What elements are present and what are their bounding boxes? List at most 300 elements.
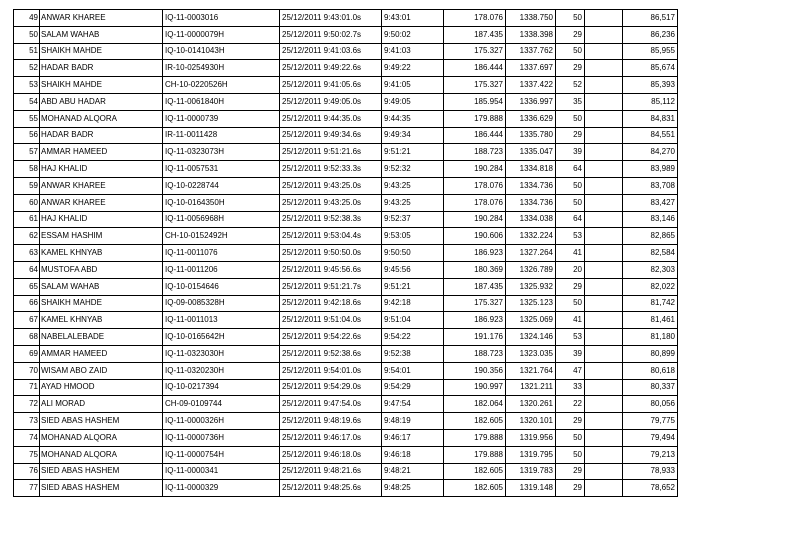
code-cell: IQ-11-0323073H [163,144,280,161]
value-a-cell: 178.076 [444,10,506,27]
blank-cell [585,345,623,362]
code-cell: CH-10-0220526H [163,77,280,94]
count-cell: 29 [556,127,585,144]
table-row [14,43,678,60]
blank-cell [585,312,623,329]
total-cell: 82,584 [623,245,678,262]
name-cell: KAMEL KHNYAB [40,245,163,262]
datetime-cell: 25/12/2011 9:41:03.6s [280,43,382,60]
blank-cell [585,228,623,245]
value-b-cell: 1334.818 [506,161,556,178]
blank-cell [585,177,623,194]
code-cell: IQ-11-0000079H [163,26,280,43]
value-a-cell: 180.369 [444,261,506,278]
blank-cell [585,127,623,144]
blank-cell [585,10,623,27]
datetime-cell: 25/12/2011 9:50:02.7s [280,26,382,43]
datetime-cell: 25/12/2011 9:46:18.0s [280,446,382,463]
datetime-cell: 25/12/2011 9:52:38.3s [280,211,382,228]
count-cell: 29 [556,60,585,77]
value-b-cell: 1321.764 [506,362,556,379]
count-cell: 29 [556,480,585,497]
table-row [14,396,678,413]
total-cell: 84,270 [623,144,678,161]
count-cell: 29 [556,463,585,480]
value-a-cell: 178.076 [444,194,506,211]
value-b-cell: 1338.398 [506,26,556,43]
count-cell: 41 [556,245,585,262]
time-cell: 9:52:32 [382,161,444,178]
datetime-cell: 25/12/2011 9:49:05.0s [280,93,382,110]
count-cell: 53 [556,329,585,346]
count-cell: 33 [556,379,585,396]
name-cell: MOHANAD ALQORA [40,429,163,446]
datetime-cell: 25/12/2011 9:41:05.6s [280,77,382,94]
datetime-cell: 25/12/2011 9:42:18.6s [280,295,382,312]
value-b-cell: 1334.038 [506,211,556,228]
value-b-cell: 1324.146 [506,329,556,346]
table-row [14,60,678,77]
value-b-cell: 1323.035 [506,345,556,362]
table-row [14,463,678,480]
row-number-cell: 50 [14,26,40,43]
value-a-cell: 190.997 [444,379,506,396]
value-b-cell: 1319.148 [506,480,556,497]
value-a-cell: 191.176 [444,329,506,346]
value-a-cell: 186.923 [444,245,506,262]
value-a-cell: 188.723 [444,144,506,161]
code-cell: IQ-11-0000326H [163,413,280,430]
count-cell: 50 [556,446,585,463]
row-number-cell: 75 [14,446,40,463]
total-cell: 83,427 [623,194,678,211]
count-cell: 29 [556,278,585,295]
count-cell: 29 [556,413,585,430]
table-row [14,362,678,379]
count-cell: 50 [556,177,585,194]
total-cell: 85,112 [623,93,678,110]
code-cell: IQ-10-0217394 [163,379,280,396]
blank-cell [585,446,623,463]
code-cell: CH-09-0109744 [163,396,280,413]
total-cell: 81,180 [623,329,678,346]
row-number-cell: 57 [14,144,40,161]
time-cell: 9:49:05 [382,93,444,110]
row-number-cell: 52 [14,60,40,77]
value-a-cell: 190.284 [444,161,506,178]
total-cell: 84,551 [623,127,678,144]
total-cell: 83,989 [623,161,678,178]
count-cell: 41 [556,312,585,329]
blank-cell [585,60,623,77]
count-cell: 22 [556,396,585,413]
table-row [14,429,678,446]
total-cell: 79,213 [623,446,678,463]
time-cell: 9:52:38 [382,345,444,362]
name-cell: AMMAR HAMEED [40,144,163,161]
value-b-cell: 1319.783 [506,463,556,480]
blank-cell [585,144,623,161]
value-a-cell: 179.888 [444,429,506,446]
code-cell: IQ-11-0011206 [163,261,280,278]
table-row [14,93,678,110]
total-cell: 83,146 [623,211,678,228]
value-b-cell: 1320.101 [506,413,556,430]
blank-cell [585,429,623,446]
row-number-cell: 55 [14,110,40,127]
name-cell: AMMAR HAMEED [40,345,163,362]
blank-cell [585,413,623,430]
code-cell: IQ-10-0154646 [163,278,280,295]
name-cell: ANWAR KHAREE [40,194,163,211]
datetime-cell: 25/12/2011 9:49:34.6s [280,127,382,144]
code-cell: IQ-10-0165642H [163,329,280,346]
datetime-cell: 25/12/2011 9:50:50.0s [280,245,382,262]
value-b-cell: 1337.697 [506,60,556,77]
time-cell: 9:47:54 [382,396,444,413]
name-cell: AYAD HMOOD [40,379,163,396]
value-b-cell: 1335.780 [506,127,556,144]
table-row [14,177,678,194]
value-a-cell: 186.923 [444,312,506,329]
count-cell: 64 [556,161,585,178]
blank-cell [585,329,623,346]
datetime-cell: 25/12/2011 9:43:01.0s [280,10,382,27]
row-number-cell: 54 [14,93,40,110]
table-row [14,211,678,228]
code-cell: IQ-10-0141043H [163,43,280,60]
total-cell: 80,899 [623,345,678,362]
value-b-cell: 1325.069 [506,312,556,329]
table-row [14,413,678,430]
datetime-cell: 25/12/2011 9:44:35.0s [280,110,382,127]
code-cell: CH-10-0152492H [163,228,280,245]
value-a-cell: 190.356 [444,362,506,379]
time-cell: 9:49:22 [382,60,444,77]
time-cell: 9:46:17 [382,429,444,446]
time-cell: 9:54:01 [382,362,444,379]
name-cell: HAJ KHALID [40,211,163,228]
datetime-cell: 25/12/2011 9:47:54.0s [280,396,382,413]
time-cell: 9:43:25 [382,194,444,211]
code-cell: IQ-11-0056968H [163,211,280,228]
table-row [14,278,678,295]
row-number-cell: 67 [14,312,40,329]
blank-cell [585,362,623,379]
datetime-cell: 25/12/2011 9:51:21.6s [280,144,382,161]
time-cell: 9:41:05 [382,77,444,94]
count-cell: 29 [556,26,585,43]
value-b-cell: 1327.264 [506,245,556,262]
time-cell: 9:50:02 [382,26,444,43]
count-cell: 50 [556,43,585,60]
code-cell: IQ-11-0011076 [163,245,280,262]
code-cell: IQ-11-0323030H [163,345,280,362]
total-cell: 85,955 [623,43,678,60]
name-cell: SIED ABAS HASHEM [40,413,163,430]
total-cell: 80,056 [623,396,678,413]
total-cell: 80,618 [623,362,678,379]
blank-cell [585,211,623,228]
total-cell: 82,022 [623,278,678,295]
row-number-cell: 73 [14,413,40,430]
row-number-cell: 76 [14,463,40,480]
code-cell: IQ-10-0164350H [163,194,280,211]
time-cell: 9:42:18 [382,295,444,312]
name-cell: NABELALEBADE [40,329,163,346]
name-cell: ANWAR KHAREE [40,177,163,194]
value-b-cell: 1332.224 [506,228,556,245]
datetime-cell: 25/12/2011 9:43:25.0s [280,194,382,211]
time-cell: 9:54:22 [382,329,444,346]
blank-cell [585,43,623,60]
table-row [14,295,678,312]
datetime-cell: 25/12/2011 9:51:04.0s [280,312,382,329]
row-number-cell: 60 [14,194,40,211]
table-row [14,10,678,27]
row-number-cell: 51 [14,43,40,60]
code-cell: IR-11-0011428 [163,127,280,144]
row-number-cell: 53 [14,77,40,94]
value-b-cell: 1334.736 [506,177,556,194]
datetime-cell: 25/12/2011 9:54:29.0s [280,379,382,396]
value-a-cell: 186.444 [444,127,506,144]
value-b-cell: 1336.997 [506,93,556,110]
datetime-cell: 25/12/2011 9:54:22.6s [280,329,382,346]
value-b-cell: 1337.422 [506,77,556,94]
row-number-cell: 49 [14,10,40,27]
code-cell: IQ-11-0011013 [163,312,280,329]
count-cell: 39 [556,144,585,161]
datetime-cell: 25/12/2011 9:53:04.4s [280,228,382,245]
value-b-cell: 1338.750 [506,10,556,27]
table-row [14,261,678,278]
total-cell: 81,461 [623,312,678,329]
time-cell: 9:51:04 [382,312,444,329]
row-number-cell: 61 [14,211,40,228]
row-number-cell: 59 [14,177,40,194]
code-cell: IQ-11-0000736H [163,429,280,446]
name-cell: SHAIKH MAHDE [40,295,163,312]
table-row [14,26,678,43]
name-cell: MOHANAD ALQORA [40,110,163,127]
name-cell: ALI MORAD [40,396,163,413]
name-cell: SALAM WAHAB [40,26,163,43]
name-cell: SALAM WAHAB [40,278,163,295]
table-row [14,228,678,245]
name-cell: MUSTOFA ABD [40,261,163,278]
time-cell: 9:41:03 [382,43,444,60]
value-a-cell: 175.327 [444,295,506,312]
table-row [14,329,678,346]
time-cell: 9:43:25 [382,177,444,194]
table-row [14,312,678,329]
time-cell: 9:44:35 [382,110,444,127]
value-a-cell: 175.327 [444,43,506,60]
code-cell: IQ-11-0000754H [163,446,280,463]
time-cell: 9:45:56 [382,261,444,278]
row-number-cell: 64 [14,261,40,278]
datetime-cell: 25/12/2011 9:51:21.7s [280,278,382,295]
code-cell: IQ-09-0085328H [163,295,280,312]
total-cell: 82,303 [623,261,678,278]
value-b-cell: 1325.123 [506,295,556,312]
value-a-cell: 190.284 [444,211,506,228]
table-row [14,77,678,94]
time-cell: 9:43:01 [382,10,444,27]
blank-cell [585,194,623,211]
count-cell: 47 [556,362,585,379]
value-a-cell: 178.076 [444,177,506,194]
value-a-cell: 179.888 [444,446,506,463]
total-cell: 86,236 [623,26,678,43]
name-cell: ANWAR KHAREE [40,10,163,27]
value-b-cell: 1325.932 [506,278,556,295]
name-cell: MOHANAD ALQORA [40,446,163,463]
count-cell: 39 [556,345,585,362]
datetime-cell: 25/12/2011 9:54:01.0s [280,362,382,379]
blank-cell [585,26,623,43]
count-cell: 50 [556,110,585,127]
value-a-cell: 186.444 [444,60,506,77]
time-cell: 9:53:05 [382,228,444,245]
datetime-cell: 25/12/2011 9:49:22.6s [280,60,382,77]
count-cell: 52 [556,77,585,94]
count-cell: 64 [556,211,585,228]
total-cell: 82,865 [623,228,678,245]
row-number-cell: 70 [14,362,40,379]
blank-cell [585,245,623,262]
table-row [14,194,678,211]
name-cell: SHAIKH MAHDE [40,77,163,94]
value-a-cell: 187.435 [444,26,506,43]
code-cell: IR-10-0254930H [163,60,280,77]
value-b-cell: 1334.736 [506,194,556,211]
blank-cell [585,93,623,110]
blank-cell [585,278,623,295]
value-b-cell: 1319.956 [506,429,556,446]
time-cell: 9:51:21 [382,278,444,295]
row-number-cell: 71 [14,379,40,396]
value-a-cell: 182.605 [444,463,506,480]
datetime-cell: 25/12/2011 9:48:19.6s [280,413,382,430]
count-cell: 50 [556,10,585,27]
name-cell: HAJ KHALID [40,161,163,178]
time-cell: 9:50:50 [382,245,444,262]
time-cell: 9:54:29 [382,379,444,396]
results-table-body [14,10,678,497]
results-table [13,9,678,497]
datetime-cell: 25/12/2011 9:46:17.0s [280,429,382,446]
row-number-cell: 62 [14,228,40,245]
code-cell: IQ-10-0228744 [163,177,280,194]
count-cell: 35 [556,93,585,110]
blank-cell [585,161,623,178]
total-cell: 84,831 [623,110,678,127]
value-a-cell: 188.723 [444,345,506,362]
value-a-cell: 182.605 [444,413,506,430]
row-number-cell: 65 [14,278,40,295]
code-cell: IQ-11-0061840H [163,93,280,110]
value-a-cell: 175.327 [444,77,506,94]
value-b-cell: 1319.795 [506,446,556,463]
total-cell: 86,517 [623,10,678,27]
value-a-cell: 179.888 [444,110,506,127]
total-cell: 81,742 [623,295,678,312]
table-row [14,446,678,463]
value-b-cell: 1337.762 [506,43,556,60]
blank-cell [585,261,623,278]
table-row [14,127,678,144]
datetime-cell: 25/12/2011 9:48:25.6s [280,480,382,497]
total-cell: 78,933 [623,463,678,480]
blank-cell [585,77,623,94]
total-cell: 80,337 [623,379,678,396]
total-cell: 85,393 [623,77,678,94]
name-cell: ABD ABU HADAR [40,93,163,110]
value-b-cell: 1336.629 [506,110,556,127]
total-cell: 78,652 [623,480,678,497]
row-number-cell: 58 [14,161,40,178]
row-number-cell: 72 [14,396,40,413]
blank-cell [585,480,623,497]
name-cell: SIED ABAS HASHEM [40,463,163,480]
row-number-cell: 77 [14,480,40,497]
blank-cell [585,379,623,396]
table-row [14,379,678,396]
row-number-cell: 63 [14,245,40,262]
total-cell: 79,775 [623,413,678,430]
row-number-cell: 66 [14,295,40,312]
blank-cell [585,463,623,480]
row-number-cell: 69 [14,345,40,362]
name-cell: HADAR BADR [40,127,163,144]
value-b-cell: 1335.047 [506,144,556,161]
value-a-cell: 182.064 [444,396,506,413]
table-row [14,161,678,178]
time-cell: 9:48:19 [382,413,444,430]
name-cell: HADAR BADR [40,60,163,77]
row-number-cell: 68 [14,329,40,346]
value-b-cell: 1320.261 [506,396,556,413]
value-a-cell: 187.435 [444,278,506,295]
time-cell: 9:48:25 [382,480,444,497]
name-cell: KAMEL KHNYAB [40,312,163,329]
value-a-cell: 182.605 [444,480,506,497]
value-a-cell: 190.606 [444,228,506,245]
time-cell: 9:46:18 [382,446,444,463]
blank-cell [585,110,623,127]
row-number-cell: 74 [14,429,40,446]
datetime-cell: 25/12/2011 9:45:56.6s [280,261,382,278]
count-cell: 50 [556,295,585,312]
datetime-cell: 25/12/2011 9:48:21.6s [280,463,382,480]
table-row [14,480,678,497]
code-cell: IQ-11-0000739 [163,110,280,127]
value-b-cell: 1326.789 [506,261,556,278]
table-row [14,245,678,262]
name-cell: SHAIKH MAHDE [40,43,163,60]
count-cell: 50 [556,429,585,446]
blank-cell [585,295,623,312]
name-cell: WISAM ABO ZAID [40,362,163,379]
blank-cell [585,396,623,413]
datetime-cell: 25/12/2011 9:52:33.3s [280,161,382,178]
total-cell: 79,494 [623,429,678,446]
count-cell: 20 [556,261,585,278]
time-cell: 9:48:21 [382,463,444,480]
code-cell: IQ-11-0000341 [163,463,280,480]
